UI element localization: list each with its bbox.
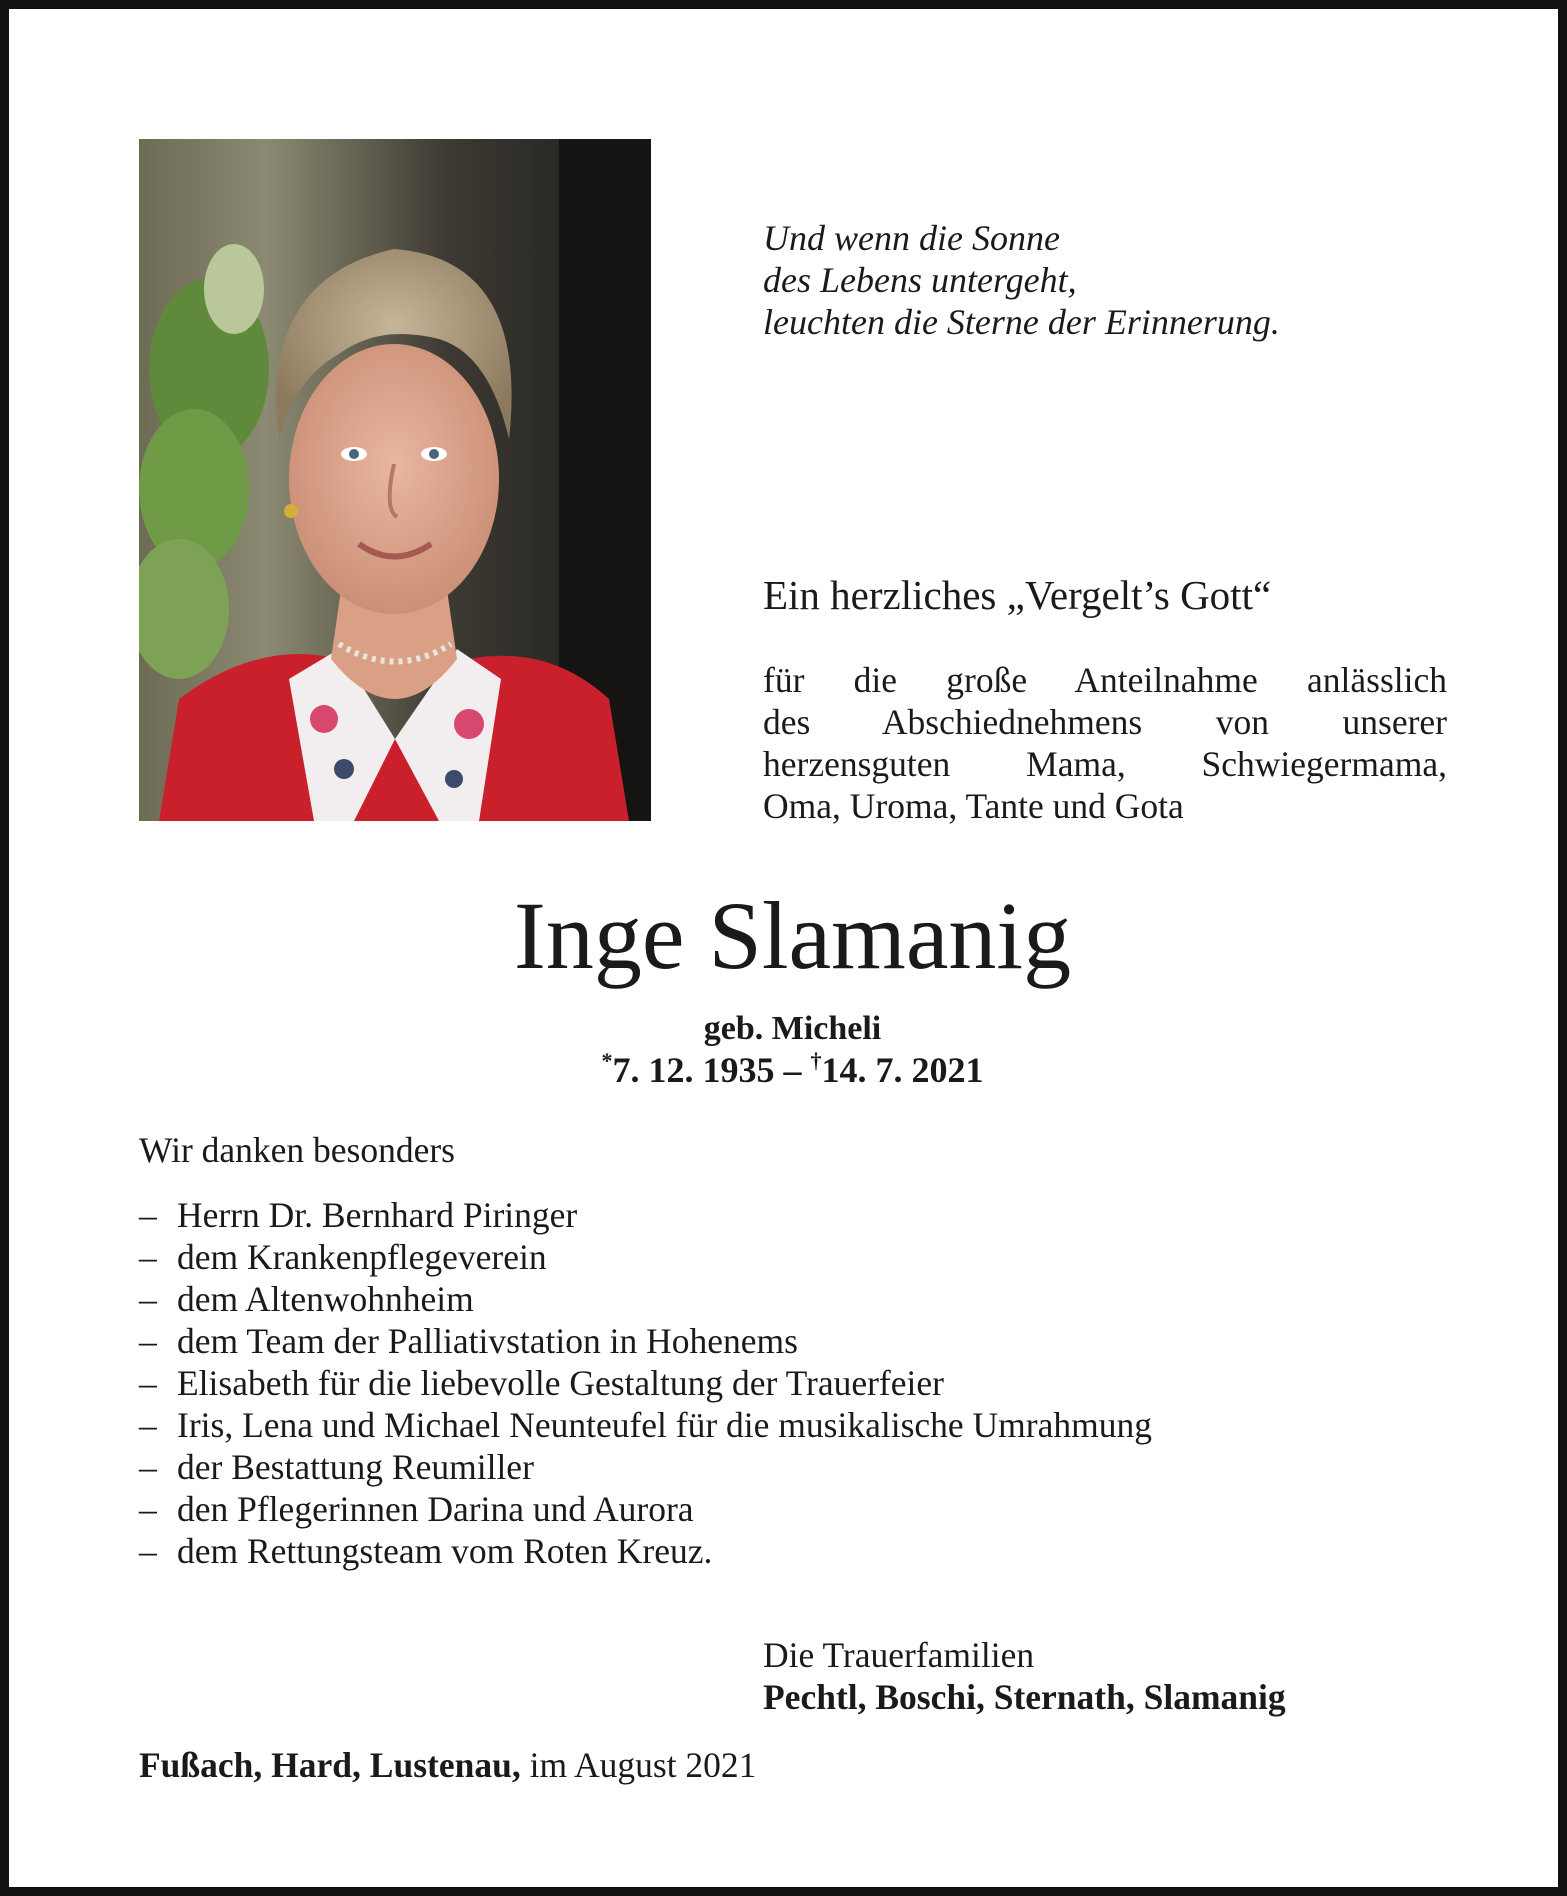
date-separator: – (774, 1050, 811, 1090)
quote-line: leuchten die Sterne der Erinnerung. (763, 302, 1280, 342)
list-item-text: dem Altenwohnheim (177, 1279, 474, 1319)
death-date: 14. 7. 2021 (821, 1050, 984, 1090)
list-item (139, 1236, 1152, 1278)
list-item-text: den Pflegerinnen Darina und Aurora (177, 1489, 694, 1529)
list-item-text: Iris, Lena und Michael Neunteufel für die musikalische Umrahmung (177, 1405, 1152, 1445)
portrait-illustration (139, 139, 651, 821)
family-names: Pechtl, Boschi, Sternath, Slamanig (763, 1677, 1286, 1717)
acknowledgements-list (139, 1194, 1152, 1572)
list-item (139, 1362, 1152, 1404)
list-item (139, 1530, 1152, 1572)
list-dash: – (139, 1405, 157, 1445)
memorial-quote (763, 217, 1463, 343)
birth-symbol: * (601, 1048, 613, 1073)
deceased-name: Inge Slamanig (513, 882, 1072, 989)
death-symbol: † (810, 1048, 822, 1073)
list-dash: – (139, 1321, 157, 1361)
thanks-heading: Ein herzliches „Vergelt’s Gott“ (763, 572, 1272, 618)
list-item (139, 1194, 1152, 1236)
list-item (139, 1320, 1152, 1362)
list-dash: – (139, 1447, 157, 1487)
thanks-line: des Abschiednehmens von unserer (763, 702, 1447, 742)
birth-date: 7. 12. 1935 (612, 1050, 775, 1090)
list-dash: – (139, 1531, 157, 1571)
places: Fußach, Hard, Lustenau, (139, 1745, 521, 1785)
quote-line: des Lebens untergeht, (763, 260, 1077, 300)
thanks-line: für die große Anteilnahme anlässlich (763, 660, 1447, 700)
place-date-line (139, 1744, 756, 1786)
list-dash: – (139, 1195, 157, 1235)
list-item-text: dem Rettungsteam vom Roten Kreuz. (177, 1531, 713, 1571)
list-dash: – (139, 1363, 157, 1403)
thanks-paragraph (763, 659, 1447, 827)
list-item (139, 1404, 1152, 1446)
acknowledgements-intro: Wir danken besonders (139, 1130, 455, 1170)
list-item-text: Herrn Dr. Bernhard Piringer (177, 1195, 578, 1235)
list-item (139, 1446, 1152, 1488)
list-item-text: der Bestattung Reumiller (177, 1447, 534, 1487)
list-item-text: dem Krankenpflegeverein (177, 1237, 547, 1277)
portrait-photo (139, 139, 651, 821)
thanks-line: Oma, Uroma, Tante und Gota (763, 786, 1184, 826)
family-label: Die Trauerfamilien (763, 1635, 1035, 1675)
list-dash: – (139, 1237, 157, 1277)
publication-date: im August 2021 (520, 1745, 757, 1785)
birth-name: geb. Micheli (703, 1010, 882, 1047)
list-dash: – (139, 1489, 157, 1529)
list-item-text: Elisabeth für die liebevolle Gestaltung der Trauerfeier (177, 1363, 944, 1403)
list-dash: – (139, 1279, 157, 1319)
thanks-line: herzensguten Mama, Schwiegermama, (763, 744, 1447, 784)
family-signature (763, 1634, 1286, 1718)
list-item (139, 1488, 1152, 1530)
list-item-text: dem Team der Palliativstation in Hohenems (177, 1321, 798, 1361)
quote-line: Und wenn die Sonne (763, 218, 1060, 258)
list-item (139, 1278, 1152, 1320)
life-dates (9, 1049, 1567, 1091)
